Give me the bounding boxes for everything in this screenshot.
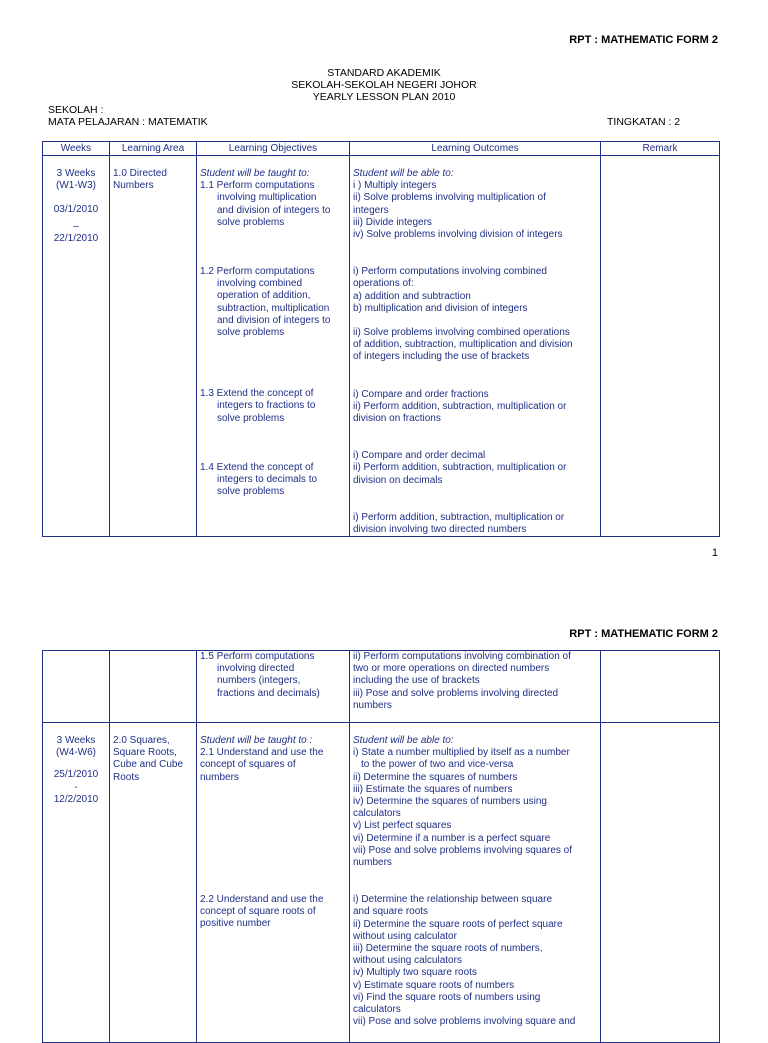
outcome-text: iii) Estimate the squares of numbers (353, 783, 513, 795)
outcome-text: numbers (353, 699, 392, 711)
objective-text: fractions and decimals) (217, 687, 320, 699)
outcomes-intro: Student will be able to: (353, 735, 454, 746)
area-text: Roots (113, 771, 140, 783)
objective-text: involving directed (217, 663, 295, 675)
outcome-text: integers (353, 204, 389, 216)
remark-cell (601, 723, 720, 1043)
outcome-text: iv) Multiply two square roots (353, 967, 477, 979)
weeks-cell (43, 651, 110, 723)
outcome-text: vii) Pose and solve problems involving square and (353, 1016, 576, 1028)
outcome-text: calculators (353, 808, 401, 820)
outcome-text: v) List perfect squares (353, 820, 452, 832)
lesson-plan-table-page1 (42, 141, 720, 537)
objective-text: involving combined (217, 278, 303, 290)
learning-area-cell (110, 156, 197, 537)
outcome-text: division on fractions (353, 413, 441, 425)
objective-text: 1.3 Extend the concept of (200, 388, 314, 400)
subject-label: MATA PELAJARAN : MATEMATIK (48, 116, 208, 128)
outcome-text: ii) Solve problems involving combined operations (353, 327, 570, 339)
document-title (0, 67, 768, 103)
outcome-text: ii) Solve problems involving multiplication of (353, 192, 546, 204)
remark-cell (601, 651, 720, 723)
outcome-text: numbers (353, 857, 392, 869)
col-header-learning-outcomes: Learning Outcomes (350, 142, 601, 156)
objective-text: numbers (200, 771, 239, 783)
objective-text: positive number (200, 918, 271, 930)
table-row (43, 723, 720, 1043)
objective-text: solve problems (217, 486, 285, 498)
outcome-text: ii) Determine the square roots of perfect square (353, 918, 563, 930)
outcome-text: a) addition and subtraction (353, 290, 471, 302)
objective-text: and division of integers to (217, 314, 331, 326)
area-text: Numbers (113, 180, 154, 192)
outcome-text: vi) Determine if a number is a perfect square (353, 832, 551, 844)
objective-text: concept of squares of (200, 759, 296, 771)
outcome-text: iii) Divide integers (353, 216, 432, 228)
area-text: 2.0 Squares, (113, 735, 170, 746)
date-start: 03/1/2010 (53, 204, 99, 216)
col-header-remark: Remark (601, 142, 720, 156)
objective-text: operation of addition, (217, 290, 311, 302)
outcome-text: and square roots (353, 906, 429, 918)
outcome-text: v) Estimate square roots of numbers (353, 979, 515, 991)
col-header-weeks: Weeks (43, 142, 110, 156)
outcomes-intro: Student will be able to: (353, 168, 454, 179)
objective-text: solve problems (217, 412, 285, 424)
table-row (43, 156, 720, 537)
date-separator: – (73, 220, 79, 232)
learning-objectives-cell (197, 723, 350, 1043)
outcome-text: b) multiplication and division of integers (353, 302, 528, 314)
outcome-text: iii) Determine the square roots of numbers, (353, 943, 543, 955)
outcome-text: vi) Find the square roots of numbers using (353, 991, 541, 1003)
sekolah-label: SEKOLAH : (48, 104, 104, 116)
outcome-text: operations of: (353, 278, 414, 290)
weeks-text: (W1-W3) (56, 180, 96, 192)
outcome-text: i) Compare and order decimal (353, 450, 486, 462)
learning-area-cell (110, 723, 197, 1043)
col-header-learning-area: Learning Area (110, 142, 197, 156)
objective-text: and division of integers to (217, 204, 331, 216)
objective-text: 2.1 Understand and use the (200, 747, 324, 759)
tingkatan-label: TINGKATAN : 2 (607, 116, 681, 128)
page-header-label: RPT : MATHEMATIC FORM 2 (569, 34, 718, 46)
outcome-text: iii) Pose and solve problems involving directed (353, 687, 559, 699)
objective-text: integers to fractions to (217, 400, 316, 412)
objective-text: 1.4 Extend the concept of (200, 461, 314, 473)
learning-outcomes-cell (350, 723, 601, 1043)
objective-text: subtraction, multiplication (217, 302, 330, 314)
outcome-text: ii) Perform computations involving combination of (353, 651, 571, 662)
outcome-text: vii) Pose and solve problems involving squares of (353, 844, 572, 856)
outcome-text: division involving two directed numbers (353, 524, 527, 536)
date-start: 25/1/2010 (53, 769, 99, 781)
date-end: 22/1/2010 (53, 232, 99, 244)
learning-area-cell (110, 651, 197, 723)
weeks-cell (43, 723, 110, 1043)
outcome-text: i) Compare and order fractions (353, 388, 489, 400)
learning-outcomes-cell (350, 651, 601, 723)
page-header-label: RPT : MATHEMATIC FORM 2 (569, 628, 718, 640)
lesson-plan-table-page2 (42, 650, 720, 1043)
weeks-text: 3 Weeks (56, 168, 96, 179)
objective-text: integers to decimals to (217, 474, 318, 486)
weeks-text: (W4-W6) (56, 747, 96, 759)
table-row (43, 651, 720, 723)
outcome-text: i) Perform addition, subtraction, multiplication or (353, 511, 565, 523)
objective-text: concept of square roots of (200, 906, 316, 918)
objective-text: solve problems (217, 327, 285, 339)
col-header-learning-objectives: Learning Objectives (197, 142, 350, 156)
outcome-text: i) State a number multiplied by itself as a number (353, 747, 570, 759)
outcome-text: without using calculator (353, 930, 457, 942)
page-number: 1 (711, 547, 718, 559)
objectives-intro: Student will be taught to : (200, 735, 313, 746)
table-header-row (43, 142, 720, 156)
title-line: YEARLY LESSON PLAN 2010 (312, 91, 456, 103)
learning-outcomes-cell (350, 156, 601, 537)
title-line: STANDARD AKADEMIK (327, 67, 441, 79)
outcome-text: i) Determine the relationship between square (353, 894, 552, 906)
objective-text: 1.5 Perform computations (200, 651, 315, 662)
objectives-intro: Student will be taught to: (200, 168, 310, 179)
outcome-text: of addition, subtraction, multiplication and division (353, 339, 573, 351)
outcome-text: without using calculators (353, 955, 462, 967)
objective-text: involving multiplication (217, 192, 317, 204)
title-line: SEKOLAH-SEKOLAH NEGERI JOHOR (291, 79, 477, 91)
date-separator: - (74, 781, 78, 793)
objective-text: 2.2 Understand and use the (200, 893, 324, 905)
outcome-text: i) Perform computations involving combined (353, 266, 547, 278)
learning-objectives-cell (197, 156, 350, 537)
area-text: 1.0 Directed (113, 168, 167, 179)
area-text: Cube and Cube (113, 759, 184, 771)
outcome-text: calculators (353, 1004, 401, 1016)
objective-text: 1.2 Perform computations (200, 266, 315, 278)
outcome-text: two or more operations on directed numbers (353, 663, 550, 675)
area-text: Square Roots, (113, 747, 177, 759)
learning-objectives-cell (197, 651, 350, 723)
objective-text: 1.1 Perform computations (200, 180, 315, 192)
outcome-text: including the use of brackets (353, 675, 480, 687)
outcome-text: iv) Determine the squares of numbers using (353, 796, 547, 808)
weeks-text: 3 Weeks (56, 735, 96, 746)
outcome-text: division on decimals (353, 474, 443, 486)
objective-text: numbers (integers, (217, 675, 301, 687)
outcome-text: iv) Solve problems involving division of integers (353, 229, 563, 241)
outcome-text: to the power of two and vice-versa (361, 759, 514, 771)
outcome-text: i ) Multiply integers (353, 180, 437, 192)
outcome-text: ii) Perform addition, subtraction, multiplication or (353, 462, 567, 474)
remark-cell (601, 156, 720, 537)
outcome-text: ii) Determine the squares of numbers (353, 771, 518, 783)
outcome-text: of integers including the use of brackets (353, 351, 530, 363)
outcome-text: ii) Perform addition, subtraction, multiplication or (353, 400, 567, 412)
weeks-cell (43, 156, 110, 537)
date-end: 12/2/2010 (53, 793, 99, 805)
objective-text: solve problems (217, 216, 285, 228)
